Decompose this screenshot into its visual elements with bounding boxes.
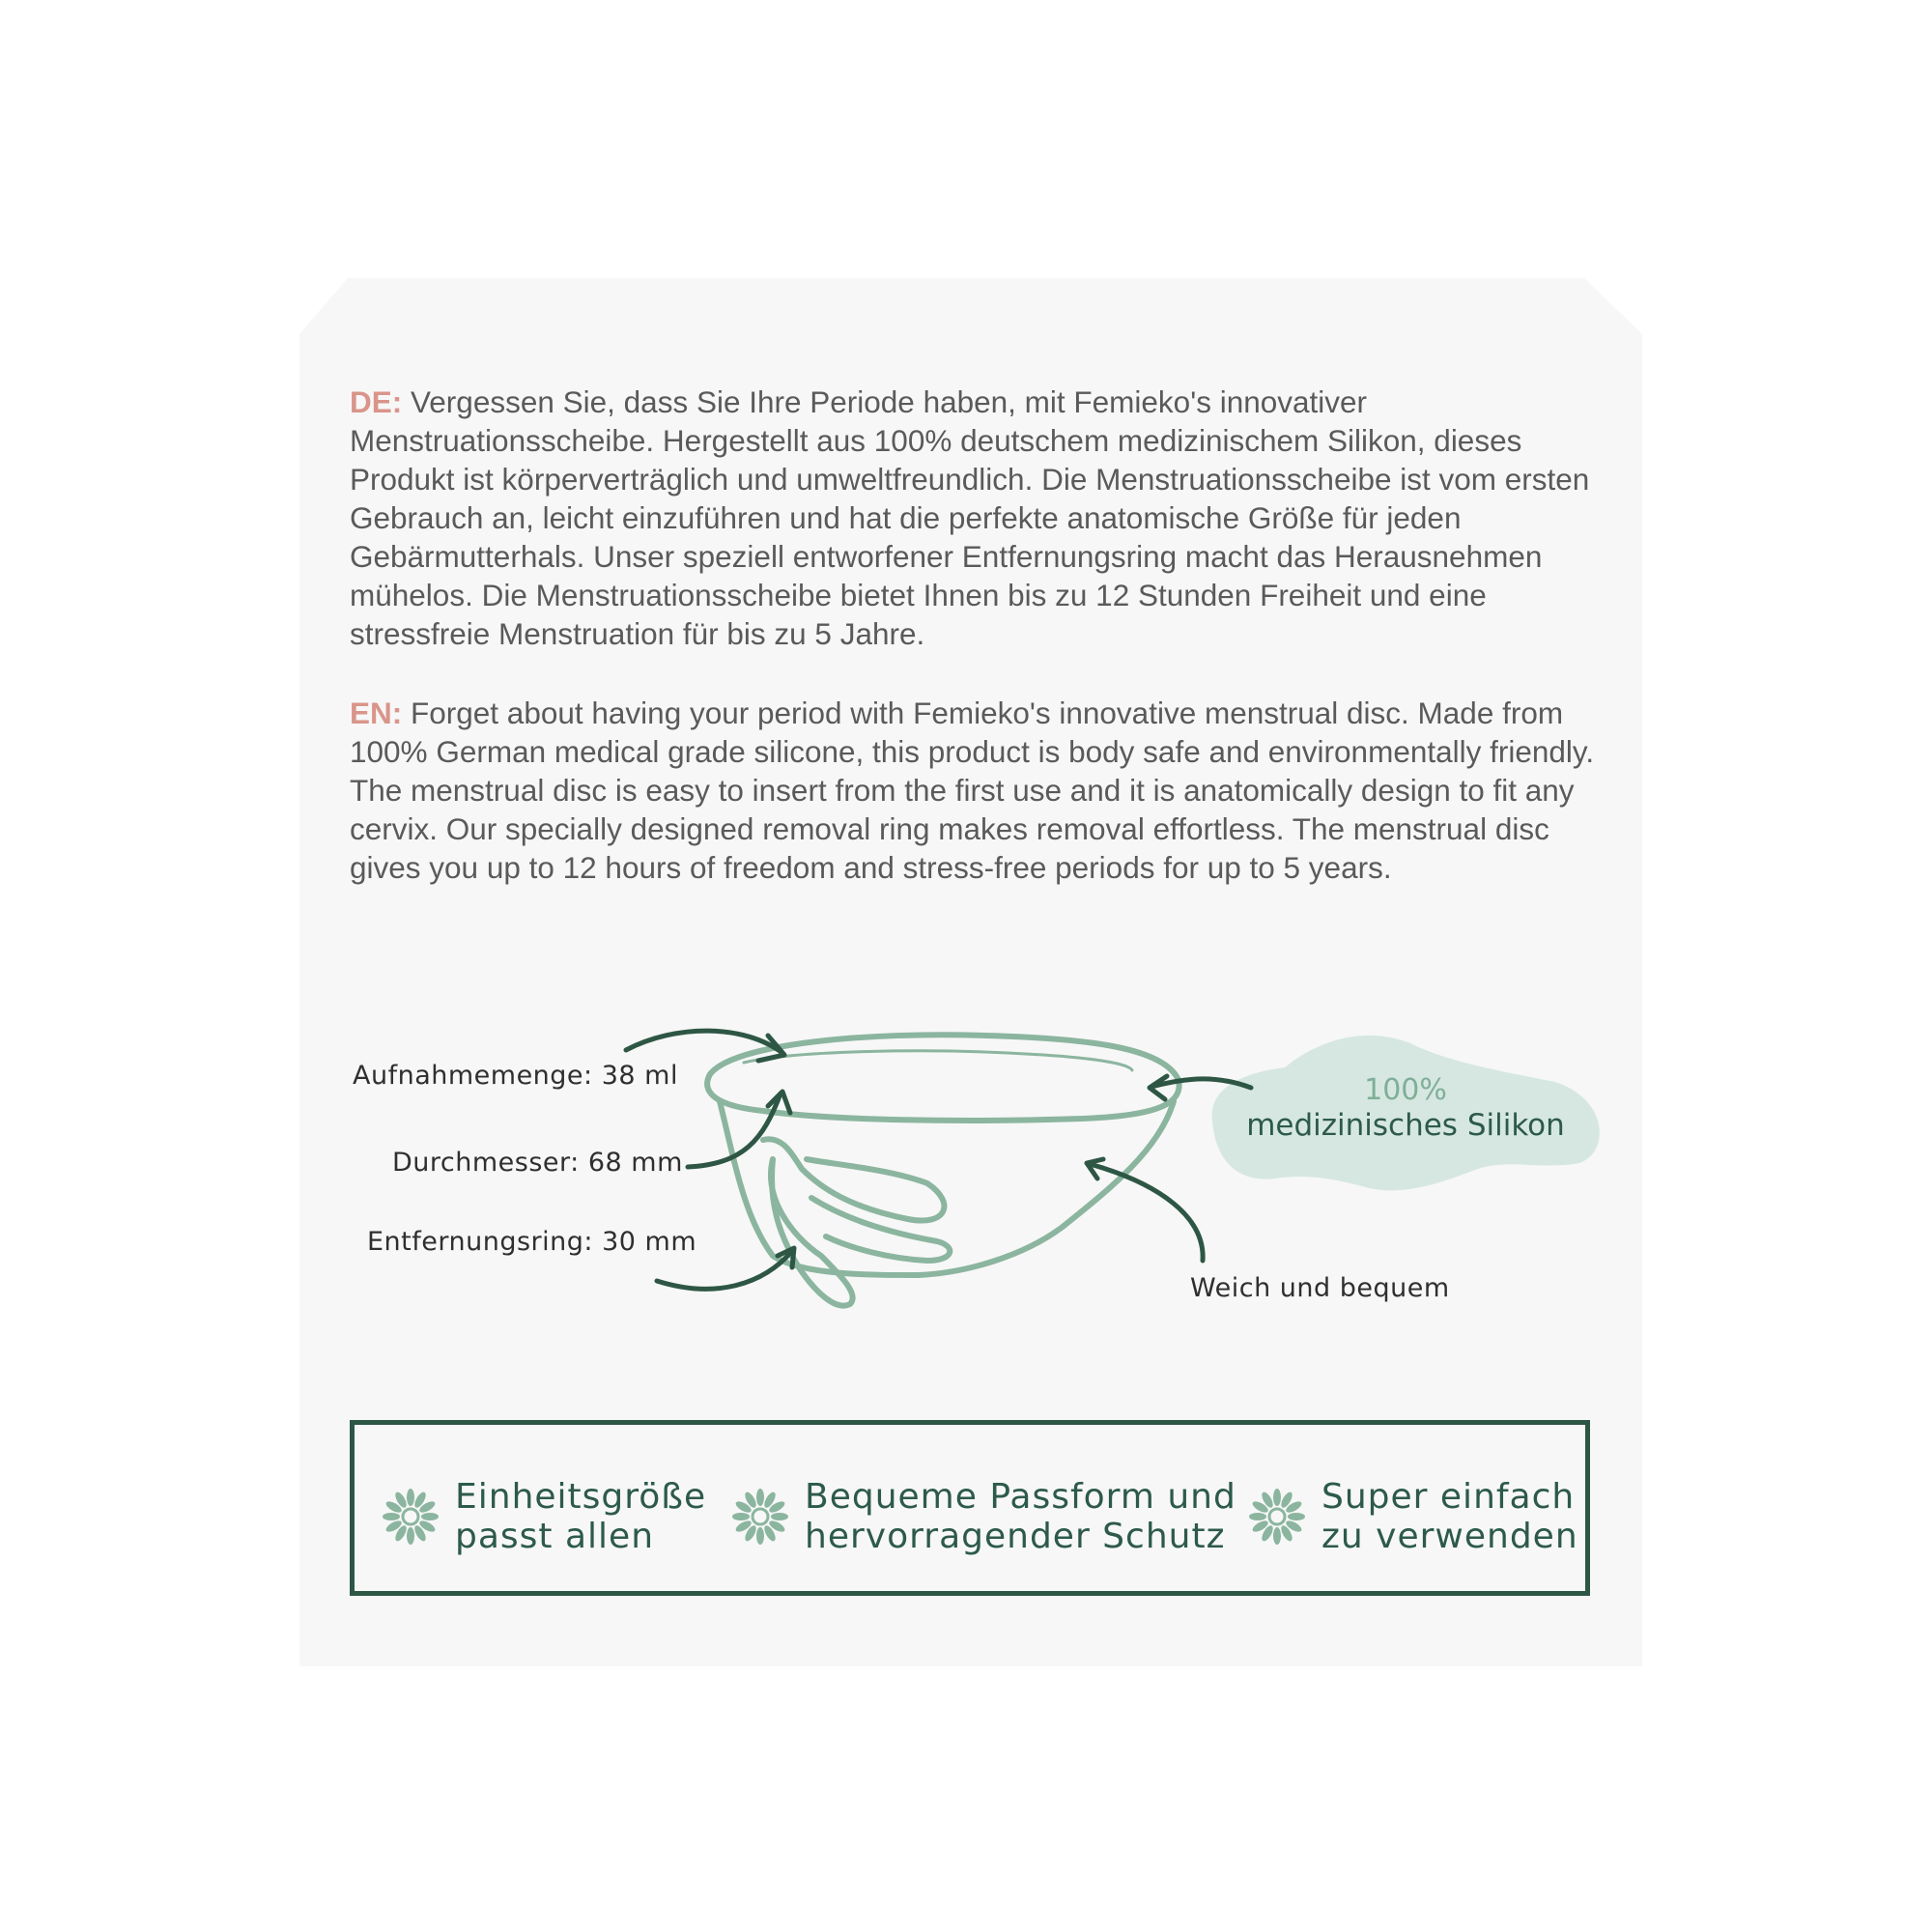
feature-line: passt allen: [455, 1517, 655, 1556]
silicone-percent: 100%: [1364, 1073, 1447, 1107]
ring-label: Entfernungsring: 30 mm: [367, 1227, 697, 1257]
features-box: [350, 1420, 1590, 1596]
feature-line: Super einfach: [1321, 1477, 1576, 1517]
description-en: [350, 694, 1605, 887]
flower-icon: [1248, 1488, 1306, 1546]
feature-line: hervorragender Schutz: [805, 1517, 1226, 1556]
description-de: [350, 383, 1605, 653]
flower-icon: [731, 1488, 789, 1546]
description-de-text: Vergessen Sie, dass Sie Ihre Periode haben, mit Femieko's innovativer Menstruationsscheibe. Hergestellt aus 100% deutschem medizinischem Silikon, dieses Produkt ist körperverträglich und umweltfreundlich. Die Menstruationsscheibe ist vom ersten Gebrauch an, leicht einzuführen und hat die perfekte anatomische Größe für jeden Gebärmutterhals. Unser speziell entworfener Entfernungsring macht das Herausnehmen mühelos. Die Menstruationsscheibe bietet Ihnen bis zu 12 Stunden Freiheit und eine stressfreie Menstruation für bis zu 5 Jahre.: [350, 384, 1590, 651]
diameter-label: Durchmesser: 68 mm: [392, 1148, 683, 1178]
capacity-label: Aufnahmemenge: 38 ml: [353, 1061, 678, 1091]
lang-label-de: DE:: [350, 384, 403, 419]
feature-line: Einheitsgröße: [455, 1477, 707, 1517]
description-en-text: Forget about having your period with Femieko's innovative menstrual disc. Made from 100% German medical grade silicone, this product is body safe and environmentally friendly. The menstrual disc is easy to insert from the first use and it is anatomically design to fit any cervix. Our specially designed removal ring makes removal effortless. The menstrual disc gives you up to 12 hours of freedom and stress-free periods for up to 5 years.: [350, 696, 1595, 885]
lang-label-en: EN:: [350, 696, 403, 730]
feature-one-size: [382, 1477, 706, 1556]
feature-line: Bequeme Passform und: [805, 1477, 1236, 1517]
silicone-badge: [1212, 1072, 1599, 1144]
feature-comfort: [731, 1477, 1236, 1556]
soft-label: Weich und bequem: [1190, 1273, 1450, 1303]
feature-easy: [1248, 1477, 1578, 1556]
flower-icon: [382, 1488, 440, 1546]
feature-line: zu verwenden: [1321, 1517, 1578, 1556]
silicone-label: medizinisches Silikon: [1246, 1108, 1565, 1143]
